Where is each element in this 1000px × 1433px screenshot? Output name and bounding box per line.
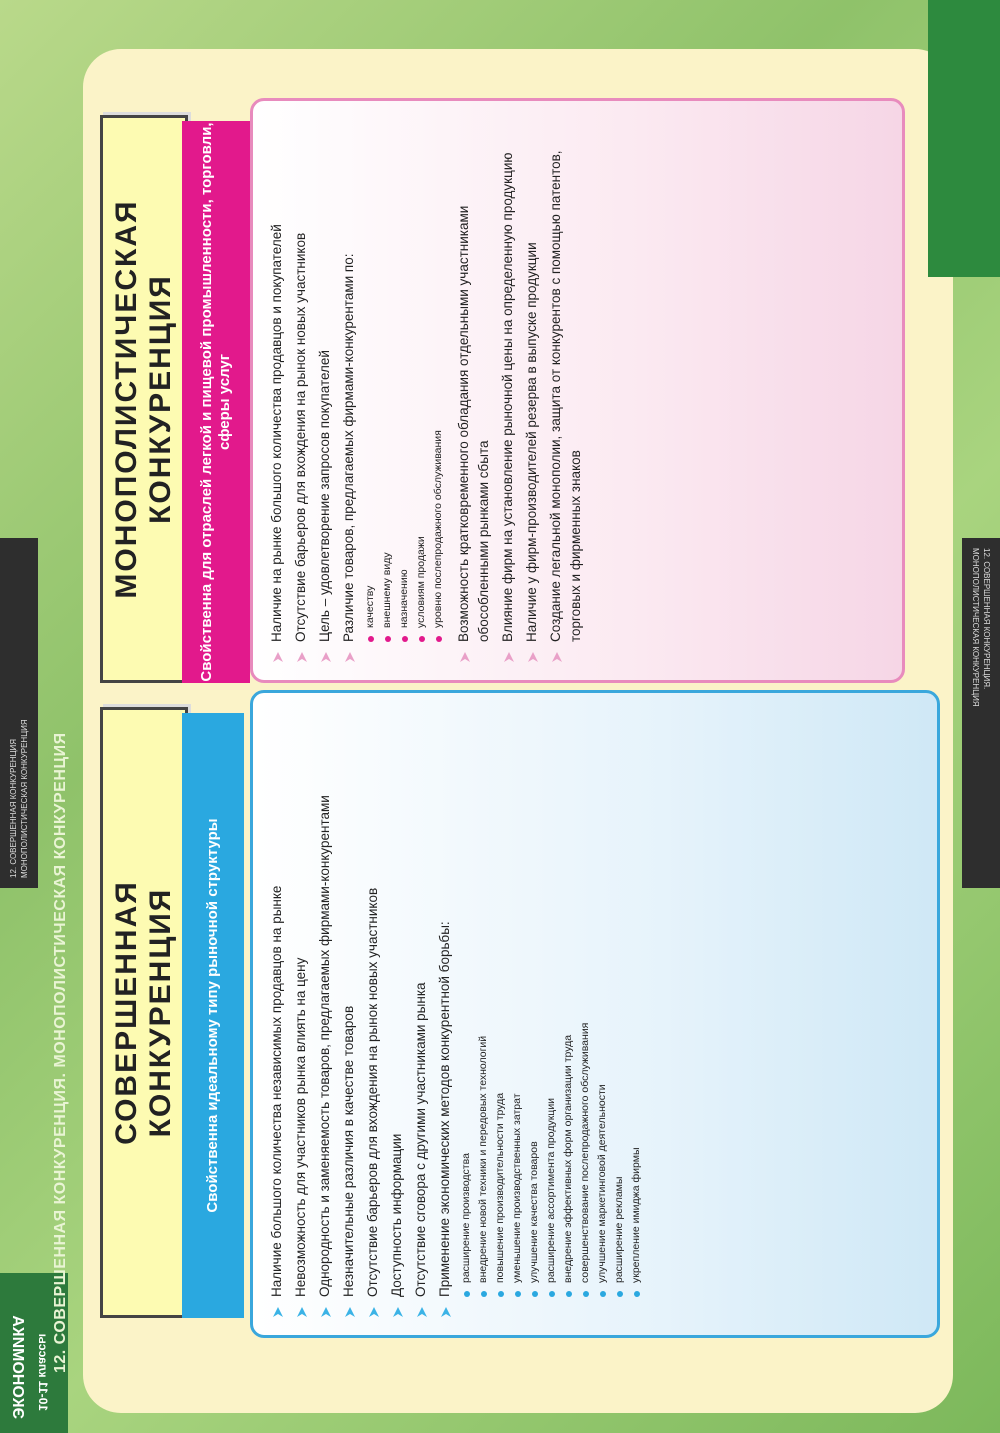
perfect-items-list (267, 709, 455, 1319)
monopolistic-competition-content (250, 98, 905, 683)
sub-list-item-text: внешнему виду (381, 552, 393, 628)
list-item-text: Различие товаров, предлагаемых фирмами-конкурентами по: (341, 253, 356, 642)
sub-list-item-text: повышение производительности труда (494, 1092, 506, 1283)
list-item (435, 709, 455, 1319)
bullet-dot-icon (600, 1291, 606, 1297)
bullet-dot-icon (498, 1291, 504, 1297)
list-item (315, 709, 335, 1319)
sub-list-item-text: назначению (398, 569, 410, 628)
side-tag-top-line2: МОНОПОЛИСТИЧЕСКАЯ КОНКУРЕНЦИЯ (20, 719, 29, 878)
sub-list-item (612, 709, 627, 1297)
arrow-bullet-icon (526, 650, 540, 664)
bullet-dot-icon (436, 636, 442, 642)
side-tag-top-line1: 12. СОВЕРШЕННАЯ КОНКУРЕНЦИЯ (9, 738, 18, 878)
bullet-dot-icon (532, 1291, 538, 1297)
list-item-text: Возможность кратковременного обладания отдельными участниками обособленными рынками сбыта (456, 205, 491, 642)
arrow-bullet-icon (550, 650, 564, 664)
sub-list-item-text: расширение производства (460, 1153, 472, 1283)
poster-title: 12. СОВЕРШЕННАЯ КОНКУРЕНЦИЯ. МОНОПОЛИСТИЧЕСКАЯ КОНКУРЕНЦИЯ (52, 732, 69, 1373)
perfect-title-line1: СОВЕРШЕННАЯ (110, 880, 143, 1145)
list-item (411, 709, 431, 1319)
sub-list-item-text: внедрение эффективных форм организации труда (562, 1034, 574, 1283)
list-item-text: Влияние фирм на установление рыночной цены на определенную продукцию (500, 152, 515, 642)
sub-list-item-text: расширение ассортимента продукции (545, 1097, 557, 1283)
monopolistic-title-line1: МОНОПОЛИСТИЧЕСКАЯ (110, 199, 143, 599)
arrow-bullet-icon (343, 650, 357, 664)
list-item (339, 709, 359, 1319)
perfect-title-line2: КОНКУРЕНЦИЯ (144, 887, 177, 1138)
bullet-dot-icon (481, 1291, 487, 1297)
list-item (498, 117, 518, 664)
sub-list-item (414, 117, 429, 642)
bullet-dot-icon (617, 1291, 623, 1297)
arrow-bullet-icon (271, 1305, 285, 1319)
list-item-text: Применение экономических методов конкурентной борьбы: (437, 921, 452, 1297)
arrow-bullet-icon (319, 1305, 333, 1319)
monopolistic-title-line2: КОНКУРЕНЦИЯ (144, 274, 177, 524)
bullet-dot-icon (368, 636, 374, 642)
grade-label: 10-11 классы (36, 1333, 50, 1411)
monopolistic-items-list-a (267, 117, 359, 664)
sub-list-item-text: уровню послепродажного обслуживания (432, 430, 444, 628)
list-item (454, 117, 494, 664)
sub-list-item-text: улучшение качества товаров (528, 1141, 540, 1283)
list-item-text: Незначительные различия в качестве товаров (341, 1005, 356, 1297)
bullet-dot-icon (419, 636, 425, 642)
list-item-text: Отсутствие сговора с другими участниками рынка (413, 982, 428, 1297)
perfect-competition-banner: Свойственна идеальному типу рыночной структуры (182, 713, 244, 1318)
bullet-dot-icon (566, 1291, 572, 1297)
list-item-text: Создание легальной монополии, защита от конкурентов с помощью патентов, торговых и фирменных знаков (548, 150, 583, 642)
list-item-text: Наличие на рынке большого количества продавцов и покупателей (269, 224, 284, 642)
arrow-bullet-icon (295, 650, 309, 664)
sub-list-item (380, 117, 395, 642)
monopolistic-subitems-list (363, 117, 446, 664)
monopolistic-competition-banner: Свойственна для отраслей легкой и пищевой промышленности, торговли, сферы услуг (182, 121, 250, 683)
sub-list-item (629, 709, 644, 1297)
list-item (546, 117, 586, 664)
list-item (339, 117, 359, 664)
side-tag-top (0, 538, 38, 888)
side-tag-bottom (962, 538, 1000, 888)
sub-list-item-text: расширение рекламы (613, 1176, 625, 1283)
arrow-bullet-icon (271, 650, 285, 664)
list-item (363, 709, 383, 1319)
side-tag-bottom-line2: МОНОПОЛИСТИЧЕСКАЯ КОНКУРЕНЦИЯ (971, 548, 980, 707)
list-item (387, 709, 407, 1319)
sub-list-item (397, 117, 412, 642)
sub-list-item (476, 709, 491, 1297)
sub-list-item-text: внедрение новой техники и передовых технологий (477, 1035, 489, 1283)
list-item-text: Отсутствие барьеров для вхождения на рынок новых участников (293, 232, 308, 642)
sub-list-item (561, 709, 576, 1297)
list-item (291, 709, 311, 1319)
arrow-bullet-icon (458, 650, 472, 664)
list-item-text: Доступность информации (389, 1133, 404, 1297)
bullet-dot-icon (634, 1291, 640, 1297)
arrow-bullet-icon (502, 650, 516, 664)
list-item-text: Цель – удовлетворение запросов покупателей (317, 350, 332, 642)
sub-list-item (459, 709, 474, 1297)
perfect-competition-content (250, 690, 940, 1338)
bullet-dot-icon (402, 636, 408, 642)
sub-list-item (363, 117, 378, 642)
arrow-bullet-icon (319, 650, 333, 664)
monopolistic-items-list-b (454, 117, 586, 664)
sub-list-item-text: укрепление имиджа фирмы (630, 1147, 642, 1283)
subject-label: ЭКОНОМИКА (9, 1315, 26, 1419)
sub-list-item-text: совершенствование послепродажного обслуживания (579, 1022, 591, 1283)
bullet-dot-icon (464, 1291, 470, 1297)
arrow-bullet-icon (295, 1305, 309, 1319)
sub-list-item (578, 709, 593, 1297)
list-item (291, 117, 311, 664)
sub-list-item (595, 709, 610, 1297)
green-corner-block (928, 0, 1000, 277)
list-item (267, 709, 287, 1319)
sub-list-item (510, 709, 525, 1297)
side-tag-bottom-line1: 12. СОВЕРШЕННАЯ КОНКУРЕНЦИЯ. (982, 548, 991, 690)
arrow-bullet-icon (439, 1305, 453, 1319)
sub-list-item-text: качеству (364, 585, 376, 628)
arrow-bullet-icon (367, 1305, 381, 1319)
sub-list-item-text: уменьшение производственных затрат (511, 1093, 523, 1283)
arrow-bullet-icon (415, 1305, 429, 1319)
sub-list-item (431, 117, 446, 642)
arrow-bullet-icon (391, 1305, 405, 1319)
bullet-dot-icon (515, 1291, 521, 1297)
list-item-text: Однородность и заменяемость товаров, предлагаемых фирмами-конкурентами (317, 795, 332, 1297)
list-item-text: Наличие у фирм-производителей резерва в выпуске продукции (524, 242, 539, 642)
perfect-subitems-list (459, 709, 644, 1319)
list-item (267, 117, 287, 664)
bullet-dot-icon (549, 1291, 555, 1297)
bullet-dot-icon (583, 1291, 589, 1297)
arrow-bullet-icon (343, 1305, 357, 1319)
sub-list-item-text: улучшение маркетинговой деятельности (596, 1084, 608, 1283)
list-item-text: Отсутствие барьеров для вхождения на рынок новых участников (365, 887, 380, 1297)
sub-list-item (544, 709, 559, 1297)
monopolistic-competition-title (100, 115, 188, 683)
sub-list-item-text: условиям продажи (415, 536, 427, 628)
list-item (522, 117, 542, 664)
list-item (315, 117, 335, 664)
sub-list-item (493, 709, 508, 1297)
list-item-text: Наличие большого количества независимых продавцов на рынке (269, 885, 284, 1297)
perfect-competition-title (100, 707, 188, 1318)
list-item-text: Невозможность для участников рынка влиять на цену (293, 957, 308, 1297)
bullet-dot-icon (385, 636, 391, 642)
sub-list-item (527, 709, 542, 1297)
